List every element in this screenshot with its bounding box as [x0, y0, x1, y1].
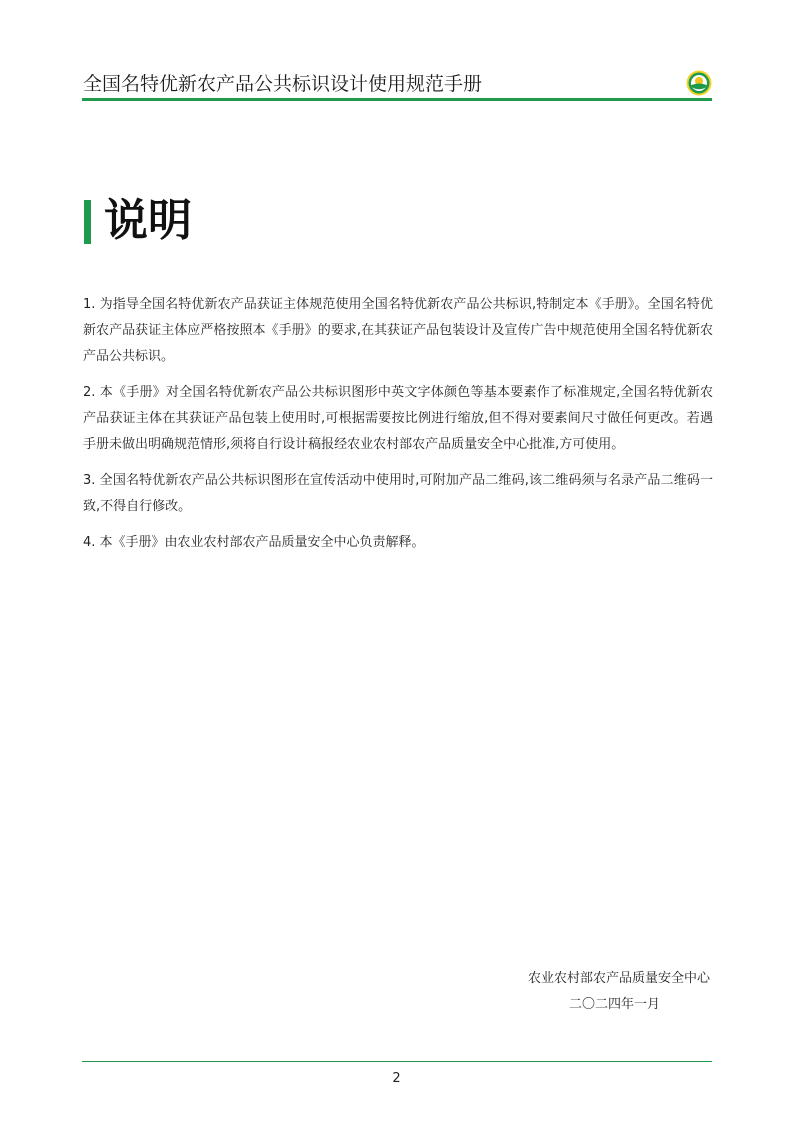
page-number: 2 — [392, 1071, 401, 1086]
paragraph-2: 2. 本《手册》对全国名特优新农产品公共标识图形中英文字体颜色等基本要素作了标准规定,全国名特优新农产品获证主体在其获证产品包装上使用时,可根据需要按比例进行缩放,但不得对要素间尺寸做任何更改。若遇手册未做出明确规范情形,须将自行设计稿报经农业农村部农产品质量安全中心批准,方可使用。 — [83, 385, 713, 452]
paragraph-4: 4. 本《手册》由农业农村部农产品质量安全中心负责解释。 — [83, 535, 425, 550]
signoff-date: 二〇二四年一月 — [568, 997, 660, 1012]
green-emblem-icon — [686, 70, 712, 96]
body-text — [83, 292, 713, 566]
signoff — [460, 966, 710, 1018]
header-title: 全国名特优新农产品公共标识设计使用规范手册 — [83, 73, 483, 95]
section-accent-bar — [84, 200, 91, 244]
signoff-organization: 农业农村部农产品质量安全中心 — [527, 971, 710, 986]
section-title: 说明 — [104, 195, 192, 246]
header-divider — [82, 98, 712, 101]
footer-divider — [82, 1061, 712, 1062]
paragraph-1: 1. 为指导全国名特优新农产品获证主体规范使用全国名特优新农产品公共标识,特制定本《手册》。全国名特优新农产品获证主体应严格按照本《手册》的要求,在其获证产品包装设计及宣传广告中规范使用全国名特优新农产品公共标识。 — [83, 297, 713, 364]
paragraph-3: 3. 全国名特优新农产品公共标识图形在宣传活动中使用时,可附加产品二维码,该二维码须与名录产品二维码一致,不得自行修改。 — [83, 473, 713, 514]
